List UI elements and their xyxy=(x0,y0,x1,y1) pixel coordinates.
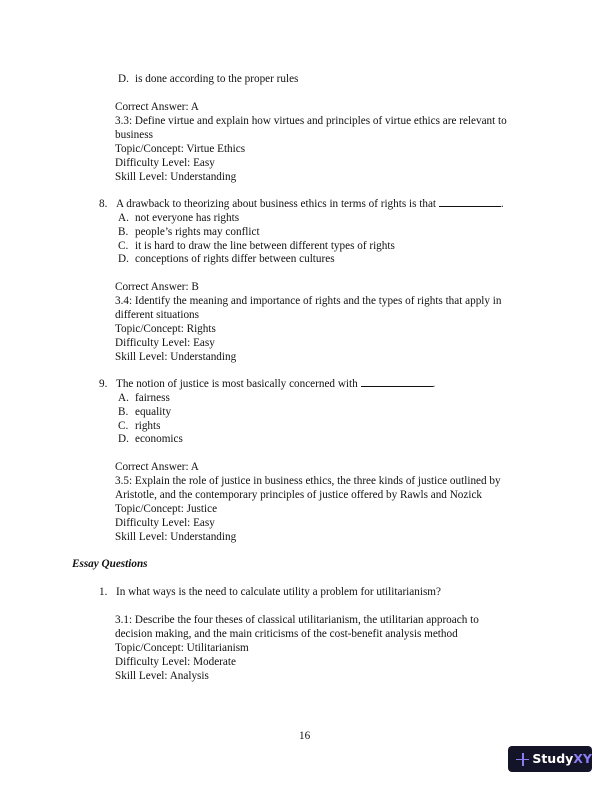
option-letter: A. xyxy=(118,212,129,224)
question-9-stem xyxy=(99,377,435,391)
section-heading: Essay Questions xyxy=(72,558,148,570)
option-letter: B. xyxy=(118,406,129,418)
option-text: people’s rights may conflict xyxy=(135,226,260,238)
q9-skill: Skill Level: Understanding xyxy=(115,531,237,543)
q9-option-b xyxy=(118,405,171,419)
q8-correct-answer: Correct Answer: B xyxy=(115,281,199,293)
option-text: fairness xyxy=(135,392,170,404)
question-number: 8. xyxy=(99,198,108,210)
q8-option-b xyxy=(118,225,260,239)
question-text: A drawback to theorizing about business ethics in terms of rights is that xyxy=(116,198,437,210)
prev-skill: Skill Level: Understanding xyxy=(115,171,237,183)
brand-main: Study xyxy=(532,751,574,766)
option-letter: C. xyxy=(118,420,129,432)
essay-topic: Topic/Concept: Utilitarianism xyxy=(115,642,249,654)
page-number: 16 xyxy=(299,730,311,742)
q8-option-a xyxy=(118,211,239,225)
q9-difficulty: Difficulty Level: Easy xyxy=(115,517,215,529)
option-letter: B. xyxy=(118,226,129,238)
essay-question-1-stem xyxy=(99,585,441,599)
q9-topic: Topic/Concept: Justice xyxy=(115,503,218,515)
q8-skill: Skill Level: Understanding xyxy=(115,351,237,363)
q9-option-d xyxy=(118,432,183,446)
option-text: economics xyxy=(135,433,183,445)
prev-difficulty: Difficulty Level: Easy xyxy=(115,157,215,169)
option-letter: C. xyxy=(118,240,129,252)
question-8-stem xyxy=(99,197,504,211)
essay-skill: Skill Level: Analysis xyxy=(115,670,209,682)
q9-option-c xyxy=(118,419,160,433)
q8-option-c xyxy=(118,239,395,253)
brand-accent: XY xyxy=(573,751,592,766)
question-number: 9. xyxy=(99,378,108,390)
plus-icon xyxy=(516,753,527,766)
q9-objective-line1: 3.5: Explain the role of justice in business ethics, the three kinds of justice outlined by xyxy=(115,475,501,487)
question-text: The notion of justice is most basically concerned with xyxy=(116,378,358,390)
q8-objective-line2: different situations xyxy=(115,309,199,321)
option-text: it is hard to draw the line between different types of rights xyxy=(135,240,395,252)
option-letter: A. xyxy=(118,392,129,404)
prev-correct-answer: Correct Answer: A xyxy=(115,101,199,113)
prev-objective-line1: 3.3: Define virtue and explain how virtues and principles of virtue ethics are relevant to xyxy=(115,115,507,127)
prev-option-d xyxy=(118,72,298,86)
q8-option-d xyxy=(118,252,335,266)
option-text: not everyone has rights xyxy=(135,212,240,224)
stem-period: . xyxy=(432,378,436,390)
option-text: rights xyxy=(135,420,161,432)
q8-objective-line1: 3.4: Identify the meaning and importance of rights and the types of rights that apply in xyxy=(115,295,502,307)
option-letter: D. xyxy=(118,73,129,85)
question-text: In what ways is the need to calculate utility a problem for utilitarianism? xyxy=(116,586,441,598)
studyxy-watermark[interactable] xyxy=(508,746,592,772)
q9-correct-answer: Correct Answer: A xyxy=(115,461,199,473)
option-text: equality xyxy=(135,406,172,418)
q8-topic: Topic/Concept: Rights xyxy=(115,323,216,335)
q9-option-a xyxy=(118,391,170,405)
question-number: 1. xyxy=(99,586,108,598)
essay-objective-line1: 3.1: Describe the four theses of classical utilitarianism, the utilitarian approach to xyxy=(115,614,479,626)
answer-blank xyxy=(439,197,501,207)
option-letter: D. xyxy=(118,253,129,265)
essay-objective-line2: decision making, and the main criticisms of the cost-benefit analysis method xyxy=(115,628,458,640)
answer-blank xyxy=(361,377,433,387)
option-text: is done according to the proper rules xyxy=(135,73,299,85)
option-text: conceptions of rights differ between cultures xyxy=(135,253,335,265)
stem-period: . xyxy=(500,198,504,210)
prev-topic: Topic/Concept: Virtue Ethics xyxy=(115,143,246,155)
option-letter: D. xyxy=(118,433,129,445)
prev-objective-line2: business xyxy=(115,129,153,141)
q9-objective-line2: Aristotle, and the contemporary principles of justice offered by Rawls and Nozick xyxy=(115,489,483,501)
essay-difficulty: Difficulty Level: Moderate xyxy=(115,656,236,668)
q8-difficulty: Difficulty Level: Easy xyxy=(115,337,215,349)
